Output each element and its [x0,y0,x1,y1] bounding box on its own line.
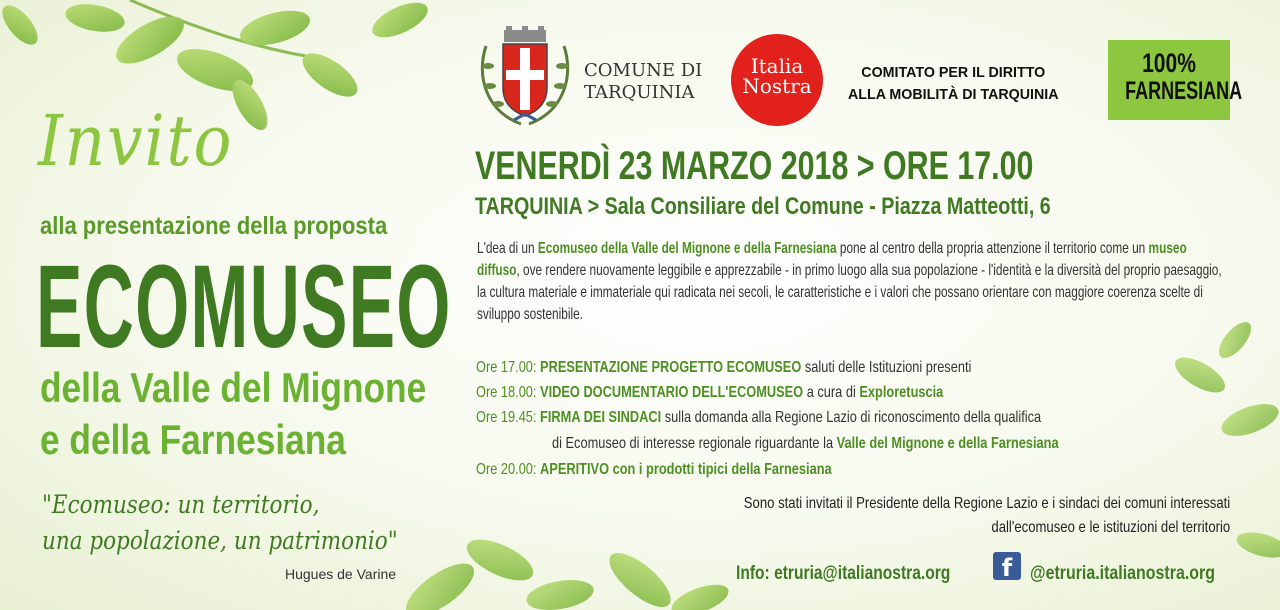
schedule-item-4 [476,460,832,480]
schedule-title: APERITIVO con i prodotti tipici della Farnesiana [540,461,832,478]
schedule-title: FIRMA DEI SINDACI [540,409,662,426]
invited-line-1: Sono stati invitati il Presidente della Regione Lazio e i sindaci dei comuni interessati [743,495,1230,512]
ecomuseo-title: ECOMUSEO [36,241,452,373]
intro-bold-1: Ecomuseo della Valle del Mignone e della Farnesiana [537,240,837,257]
schedule-desc: sulla domanda alla Regione Lazio di riconoscimento della qualifica [661,409,1042,426]
schedule-title: VIDEO DOCUMENTARIO DELL'ECOMUSEO [540,384,804,401]
comitato-line-1: COMITATO PER IL DIRITTO [861,64,1046,81]
comitato-line-2: ALLA MOBILITÀ DI TARQUINIA [848,86,1059,103]
intro-text-2: pone al centro della propria attenzione il territorio come un [836,240,1149,257]
schedule-item-3 [476,408,1041,428]
event-place: TARQUINIA > Sala Consiliare del Comune - Piazza Matteotti, 6 [475,193,1051,220]
schedule-time: Ore 19.45: [476,409,537,426]
intro-text-3: , ove rendere nuovamente leggibile e apprezzabile - in primo luogo alla sua popolazione - l'identità e la diversità del proprio paesaggio, la cultura materiale e immateriale qui radicata nei secoli, le caratteristiche e i valori che possano orientare con maggiore coerenza scelte di sviluppo sostenibile. [477,262,1222,323]
schedule-author: Exploretuscia [859,384,944,401]
schedule-item-3-continued [552,434,1059,454]
farnesiana-badge-line-2: FARNESIANA [1125,77,1243,105]
schedule-time: Ore 18.00: [476,384,537,401]
quote-line-1: "Ecomuseo: un territorio, [42,490,320,519]
invito-heading: Invito [38,100,234,182]
event-date: VENERDÌ 23 MARZO 2018 > ORE 17.00 [475,144,1034,188]
comune-line-2: TARQUINIA [584,82,695,103]
schedule-item-2 [476,383,943,403]
comune-line-1: COMUNE DI [584,60,703,81]
farnesiana-badge-line-1: 100% [1142,48,1196,78]
intro-paragraph [477,238,1232,326]
facebook-icon[interactable]: f [993,552,1021,580]
italia-nostra-logo [731,34,823,126]
schedule-title: PRESENTAZIONE PROGETTO ECOMUSEO [540,359,802,376]
quote-author: Hugues de Varine [285,566,397,582]
quote-line-2: una popolazione, un patrimonio" [42,526,398,555]
comune-di-tarquinia [584,60,702,104]
tarquinia-crest-logo [476,26,574,128]
valle-line-1: della Valle del Mignone [40,364,427,411]
intro-text-1: L'dea di un [477,240,538,257]
invito-subtitle: alla presentazione della proposta [40,212,388,240]
schedule-highlight: Valle del Mignone e della Farnesiana [836,435,1059,452]
schedule-item-1 [476,358,971,378]
farnesiana-badge [1108,40,1243,120]
facebook-handle[interactable]: @etruria.italianostra.org [1030,563,1215,584]
schedule-time: Ore 20.00: [476,461,537,478]
comitato-logo [848,62,1059,106]
valle-line-2: e della Farnesiana [40,416,346,463]
schedule-desc: saluti delle Istituzioni presenti [801,359,972,376]
invited-line-2: dall'ecomuseo e le istituzioni del territorio [991,519,1230,536]
italia-nostra-line-1: Italia [750,54,804,78]
schedule-desc: a cura di [803,384,860,401]
italia-nostra-line-2: Nostra [742,74,812,98]
schedule-desc-cont: di Ecomuseo di interesse regionale riguardante la [552,435,837,452]
intro-bold-2: museo diffuso [477,240,1187,279]
schedule-time: Ore 17.00: [476,359,537,376]
info-email[interactable]: Info: etruria@italianostra.org [736,563,951,584]
